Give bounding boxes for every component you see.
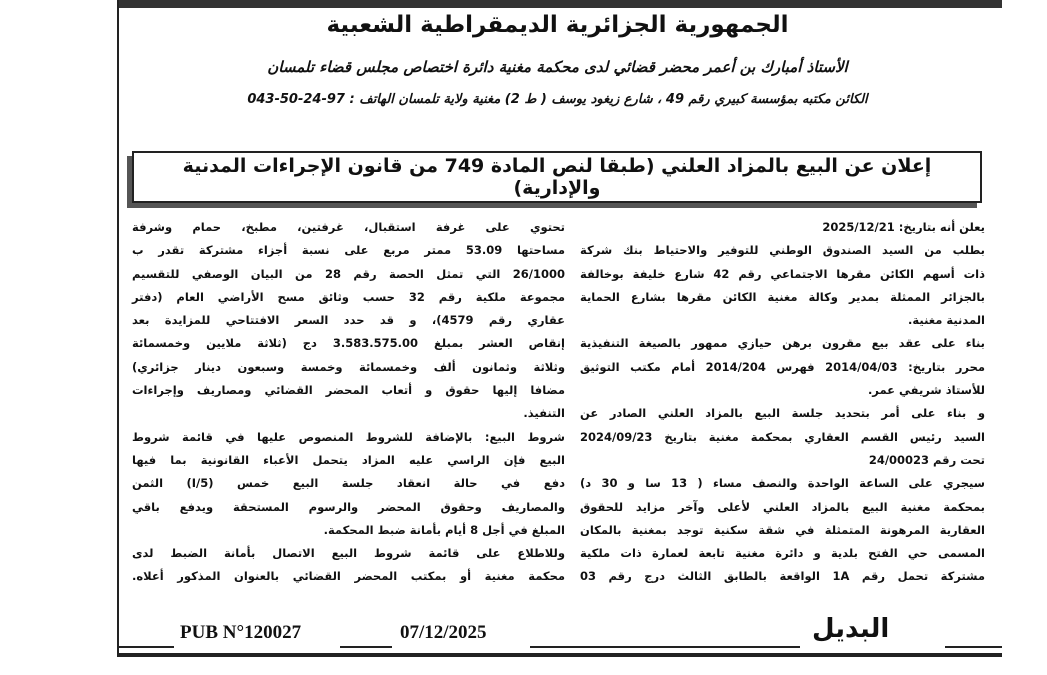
text-line: تحتوي على غرفة استقبال، غرفتين، مطبخ، حمام وشرفة	[132, 220, 565, 234]
bailiff-line: الأستاذ أمبارك بن أعمر محضر قضائي لدى محكمة مغنية دائرة اختصاص مجلس قضاء تلمسان	[267, 58, 848, 76]
text-line: البيع فإن الراسي عليه المزاد يتحمل الأعباء القانونية بما فيها	[132, 452, 565, 467]
text-line: و بناء على أمر بتحديد جلسة البيع بالمزاد العلني الصادر عن	[580, 406, 985, 421]
text-line: بمحكمة مغنية البيع بالمزاد العلني لأعلى وآخر مزايد للحقوق	[580, 499, 985, 514]
text-line: محرر بتاريخ: 2014/04/03 فهرس 2014/204 أمام مكتب التوثيق	[580, 359, 985, 374]
republic-heading: الجمهورية الجزائرية الديمقراطية الشعبية	[326, 12, 789, 38]
text-line: تحت رقم 24/00023	[868, 452, 985, 467]
notice-title: إعلان عن البيع بالمزاد العلني (طبقا لنص المادة 749 من قانون الإجراءات المدنية والإدارية)	[182, 155, 932, 199]
text-line: يعلن أنه بتاريخ: 2025/12/21	[822, 220, 985, 234]
text-line: بناء على عقد بيع مقرون برهن حيازي ممهور بالصيغة التنفيذية	[580, 336, 985, 351]
text-line: إنقاص العشر بمبلغ 3.583.575.00 دج (ثلاثة ملايين وخمسمائة	[132, 336, 566, 351]
text-line: محكمة مغنية أو بمكتب المحضر القضائي بالعنوان المذكور أعلاه.	[132, 569, 565, 584]
text-line: والمصاريف وحقوق المحضر والرسوم المستحقة ويدفع باقي	[132, 499, 565, 514]
text-line: مشتركة تحمل رقم 1A الواقعة بالطابق الثالث درج رقم 03	[580, 569, 985, 584]
text-line: مضافا إليها حقوق و أتعاب المحضر القضائي ومصاريف وإجراءات	[132, 383, 565, 398]
text-line: سيجري على الساعة الواحدة والنصف مساء ( 13 سا و 30 د)	[580, 476, 985, 491]
text-line: شروط البيع: بالإضافة للشروط المنصوص عليها في قائمة شروط	[132, 429, 565, 444]
address-line: الكائن مكتبه بمؤسسة كبيري رقم 49 ، شارع زيغود يوسف ( ط 2) مغنية ولاية تلمسان الهاتف : 97-24-50-043	[247, 92, 868, 107]
footer-rule	[530, 646, 800, 648]
text-line: بطلب من السيد الصندوق الوطني للتوفير والاحتياط بنك شركة	[580, 243, 985, 258]
text-line: المسمى حي الفتح بلدية و دائرة مغنية تابعة لعمارة ذات ملكية	[580, 546, 985, 561]
text-line: 26/1000 التي تمثل الحصة رقم 28 من البيان الوصفي للتقسيم	[132, 266, 565, 281]
left-column	[132, 216, 565, 589]
footer-rule	[119, 646, 174, 648]
text-line: السيد رئيس القسم العقاري بمحكمة مغنية بتاريخ 2024/09/23	[580, 429, 985, 444]
pub-date: 07/12/2025	[400, 622, 487, 643]
text-line: وثلاثة وثمانون ألف وخمسمائة وخمسة وسبعون دينار جزائري)	[132, 359, 565, 374]
text-line: دفع في حالة انعقاد جلسة البيع خمس (5/I) الثمن	[132, 476, 565, 491]
text-line: مساحتها 53.09 ممتر مربع على نسبة أجزاء مشتركة تقدر ب	[132, 243, 565, 258]
pub-number: PUB N°120027	[180, 622, 302, 643]
text-line: بالجزائر الممثلة بمدير وكالة مغنية الكائن مقرها بشارع الحماية	[580, 289, 985, 304]
text-line: ذات أسهم الكائن مقرها الاجتماعي رقم 42 شارع خليفة بوخالفة	[580, 266, 986, 281]
footer-rule	[945, 646, 1002, 648]
left-rule	[117, 0, 119, 656]
text-line: للأستاذ شريفي عمر.	[867, 383, 985, 398]
text-line: مجموعة ملكية رقم 32 حسب وثائق مسح الأراضي العام (دفتر	[132, 289, 565, 304]
top-rule	[117, 0, 1002, 8]
publication-name: البديل	[812, 614, 890, 644]
text-line: العقارية المرهونة المتمثلة في شقة سكنية توجد بمغنية بالمكان	[580, 522, 985, 537]
text-line: وللاطلاع على قائمة شروط البيع الاتصال بأمانة الضبط لدى	[132, 546, 565, 561]
text-line: المدنية مغنية.	[908, 313, 985, 328]
text-line: المبلغ في أجل 8 أيام بأمانة ضبط المحكمة.	[323, 522, 565, 537]
right-column	[580, 216, 985, 589]
footer-rule	[340, 646, 392, 648]
bottom-rule	[117, 653, 1002, 657]
notice-title-box	[132, 151, 982, 203]
text-line: عقاري رقم 4579)، و قد حدد السعر الافتتاحي للمزايدة بعد	[132, 313, 565, 328]
text-line: التنفيذ.	[523, 406, 565, 421]
